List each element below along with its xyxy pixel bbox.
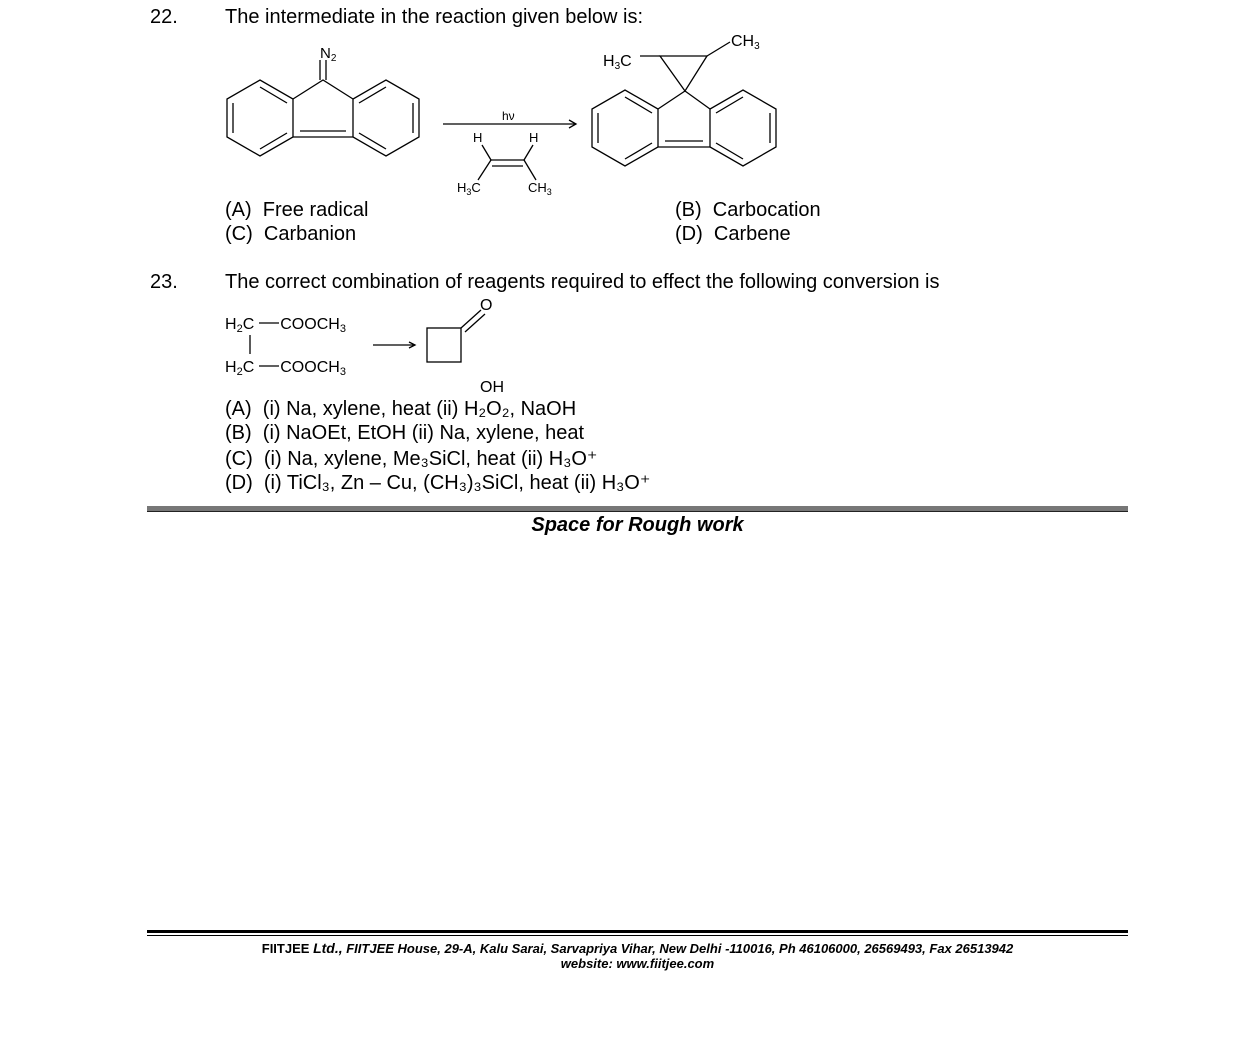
- reactant-top-label: H2C COOCH3: [225, 316, 346, 335]
- cyclopropane-ring: [660, 56, 707, 91]
- footer-address-line: [147, 940, 1128, 956]
- footer-address: FIITJEE House, 29-A, Kalu Sarai, Sarvapriya Vihar, New Delhi -110016, Ph 46106000, 26569493, Fax 26513942: [346, 941, 1014, 956]
- q23-option-b[interactable]: [225, 422, 584, 445]
- alkene-h-right: H: [529, 130, 539, 145]
- q23-option-a[interactable]: [225, 398, 576, 421]
- question-23-text: The correct combination of reagents required to effect the following conversion is: [225, 271, 940, 293]
- q23-option-c[interactable]: [225, 446, 597, 471]
- cyclobutane-ring: [427, 328, 461, 362]
- option-text: (i) NaOEt, EtOH (ii) Na, xylene, heat: [262, 422, 584, 444]
- footer-divider-thick: [147, 930, 1128, 933]
- option-key: (C): [225, 448, 253, 470]
- option-text: (i) Na, xylene, Me₃SiCl, heat (ii) H₃O⁺: [263, 448, 598, 470]
- q22-option-a[interactable]: [225, 199, 368, 222]
- product-ring-left: [592, 90, 658, 166]
- q22-option-d[interactable]: [675, 223, 791, 246]
- benzene-ring-left: [227, 80, 293, 156]
- footer-brand: FIITJEE: [261, 941, 310, 956]
- option-key: (A): [225, 398, 252, 420]
- reactant-bottom-label: H2C COOCH3: [225, 359, 346, 378]
- rough-work-heading: Space for Rough work: [531, 514, 744, 536]
- light-label: hν: [502, 109, 515, 123]
- rough-work-divider-inner: [147, 511, 1128, 512]
- alkene-h-left: H: [473, 130, 483, 145]
- alkene-ch3-left: $H_3C$: [457, 180, 481, 197]
- benzene-ring-right: [353, 80, 419, 156]
- hydroxyl-label: OH: [480, 379, 504, 396]
- option-text: (i) TiCl₃, Zn – Cu, (CH₃)₃SiCl, heat (ii) H₃O⁺: [263, 472, 651, 494]
- footer-divider-thin: [147, 935, 1128, 936]
- footer-ltd: Ltd.,: [313, 940, 343, 956]
- q22-option-b[interactable]: [675, 199, 821, 222]
- product-ch3-label: CH3: [731, 33, 760, 52]
- diazo-label: $N_2$: [320, 45, 337, 64]
- option-key: (C): [225, 223, 253, 245]
- reaction-23-diagram: [215, 292, 515, 400]
- option-text: Carbene: [713, 223, 791, 245]
- q23-option-d[interactable]: [225, 470, 650, 495]
- option-key: (B): [225, 422, 252, 444]
- reaction-22-diagram: [200, 30, 820, 205]
- product-ring-right: [710, 90, 776, 166]
- option-key: (D): [675, 223, 703, 245]
- question-22-text: The intermediate in the reaction given below is:: [225, 6, 644, 28]
- footer-website: website: www.fiitjee.com: [560, 956, 715, 971]
- q22-option-c[interactable]: [225, 223, 356, 246]
- option-text: (i) Na, xylene, heat (ii) H₂O₂, NaOH: [262, 398, 577, 420]
- question-22-number: 22.: [150, 6, 178, 28]
- option-key: (B): [675, 199, 702, 221]
- option-text: Carbocation: [712, 199, 821, 221]
- option-text: Free radical: [262, 199, 369, 221]
- product-h3c-label: H3C: [603, 53, 632, 72]
- question-23-number: 23.: [150, 271, 178, 293]
- alkene-ch3-right: $CH_3$: [528, 180, 552, 197]
- option-key: (A): [225, 199, 252, 221]
- option-text: Carbanion: [263, 223, 357, 245]
- option-key: (D): [225, 472, 253, 494]
- ketone-o-label: O: [480, 297, 493, 314]
